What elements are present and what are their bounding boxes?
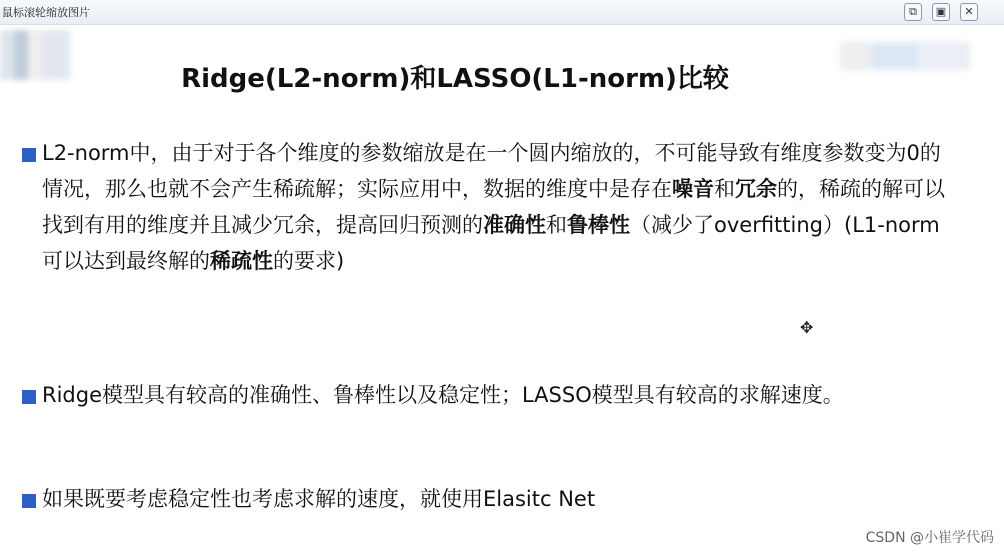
bullet-marker-1 (22, 148, 36, 162)
move-cursor-icon: ✥ (800, 318, 814, 337)
text-segment: L2-norm中，由于对于各个维度的参数缩放是在一个圆内缩放的，不可能导致有维度参数变为0的情况，那么也就不会产生稀疏解；实际应用中，数据的维度中是存在 (42, 141, 941, 201)
bullet-marker-3 (22, 494, 36, 508)
maximize-window-icon[interactable]: ▣ (932, 3, 950, 21)
text-segment: （减少了overfitting）(L1-norm可以达到最终解的 (42, 213, 940, 273)
text-segment: 如果既要考虑稳定性也考虑求解的速度，就使用Elasitc Net (42, 487, 596, 511)
text-segment: 的要求) (273, 249, 345, 273)
window-title: 鼠标滚轮缩放图片 (2, 6, 90, 19)
emphasis-text: 稀疏性 (210, 249, 273, 273)
emphasis-text: 噪音 (672, 177, 714, 201)
window-titlebar (0, 0, 1004, 25)
bullet-text-1 (42, 135, 952, 279)
slide-title: Ridge(L2-norm)和LASSO(L1-norm)比较 (181, 64, 729, 94)
watermark: CSDN @小崔学代码 (865, 530, 994, 546)
emphasis-text: 冗余 (735, 177, 777, 201)
bullet-marker-2 (22, 390, 36, 404)
close-window-icon[interactable]: ✕ (960, 3, 978, 21)
emphasis-text: 准确性 (483, 213, 546, 237)
emphasis-text: 鲁棒性 (567, 213, 630, 237)
bullet-text-2 (42, 377, 952, 413)
text-segment: Ridge模型具有较高的准确性、鲁棒性以及稳定性；LASSO模型具有较高的求解速度。 (42, 383, 844, 407)
text-segment: 的，稀疏的解可以找到有用的维度并且减少冗余，提高回归预测的 (42, 177, 945, 237)
bullet-text-3 (42, 481, 952, 517)
restore-window-icon[interactable]: ⧉ (904, 3, 922, 21)
text-segment: 和 (546, 213, 567, 237)
text-segment: 和 (714, 177, 735, 201)
